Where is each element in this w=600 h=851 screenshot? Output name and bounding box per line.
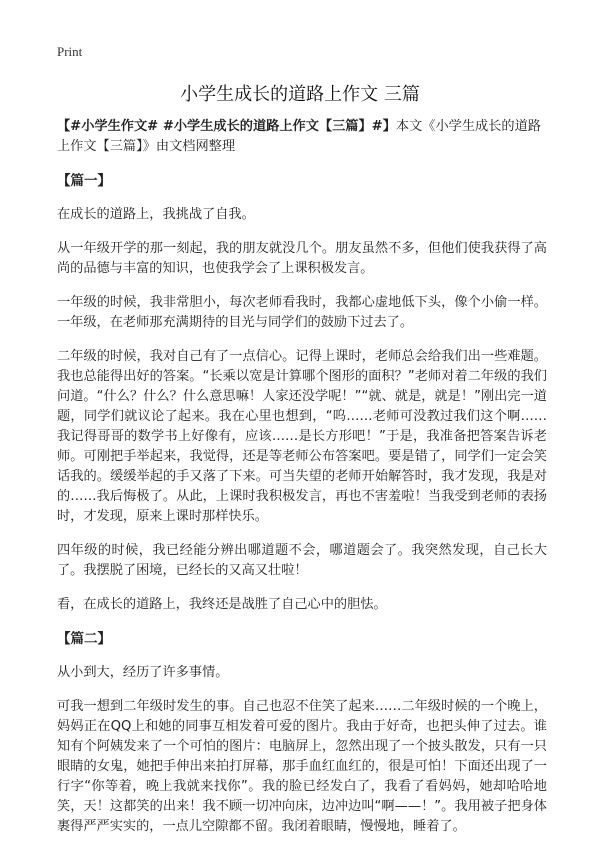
paragraph: 四年级的时候，我已经能分辨出哪道题不会，哪道题会了。我突然发现，自己长大了。我摆脱了困境，已经长的又高又壮啦！ [57, 543, 547, 578]
paragraph: 一年级的时候，我非常胆小，每次老师看我时，我都心虚地低下头，像个小偷一样。一年级，在老师那充满期待的目光与同学们的鼓励下过去了。 [57, 295, 547, 330]
intro-tag: 【#小学生作文# #小学生成长的道路上作文【三篇】#】 [57, 119, 396, 134]
paragraph: 看，在成长的道路上，我终还是战胜了自己心中的胆怯。 [57, 597, 387, 612]
intro-paragraph [57, 117, 547, 157]
page-title: 小学生成长的道路上作文 三篇 [180, 84, 420, 105]
paragraph: 在成长的道路上，我挑战了自我。 [57, 207, 255, 222]
section-heading-1: 【篇一】 [57, 173, 111, 189]
section-heading-2: 【篇二】 [57, 631, 111, 647]
paragraph: 二年级的时候，我对自己有了一点信心。记得上课时，老师总会给我们出一些难题。我也总能得出好的答案。“长乘以宽是计算哪个图形的面积？”老师对着二年级的我们问道。“什么？什么？什么意思嘛！人家还没学呢！”“就、就是，就是！”刚出完一道题，同学们就议论了起来。我在心里也想到，“呜……老师可没教过我们这个啊……我记得哥哥的数学书上好像有，应该……是长方形吧！”于是，我准备把答案告诉老师。可刚把手举起来，我觉得，还是等老师公布答案吧。要是错了，同学们一定会笑话我的。缓缓举起的手又落了下来。可当失望的老师开始解答时，我才发现，我是对的……我后悔极了。从此，上课时我积极发言，再也不害羞啦！当我受到老师的表扬时，才发现，原来上课时那样快乐。 [57, 349, 547, 524]
intro-text: 本文《小学生成长的道路上作文【三篇】》由文档网整理 [57, 119, 541, 154]
paragraph: 从一年级开学的那一刻起，我的朋友就没几个。朋友虽然不多，但他们使我获得了高尚的品德与丰富的知识，也使我学会了上课积极发言。 [57, 241, 547, 276]
article-body [57, 117, 547, 851]
print-label: Print [57, 44, 83, 59]
paragraph: 从小到大，经历了许多事情。 [57, 665, 229, 680]
paragraph: 可我一想到二年级时发生的事。自己也忍不住笑了起来……二年级时候的一个晚上，妈妈正在QQ上和她的同事互相发着可爱的图片。我由于好奇，也把头伸了过去。谁知有个阿姨发来了一个可怕的图片：电脑屏上，忽然出现了一个披头散发，只有一只眼睛的女鬼，她把手伸出来拍打屏幕，那手血红血红的，很是可怕！下面还出现了一行字“你等着，晚上我就来找你”。我的脸已经发白了，我看了看妈妈，她却哈哈地笑，天！这都笑的出来！我不顾一切冲向床，边冲边叫“啊——！”。我用被子把身体裹得严严实实的，一点儿空隙都不留。我闭着眼睛，慢慢地，睡着了。 [57, 699, 547, 834]
